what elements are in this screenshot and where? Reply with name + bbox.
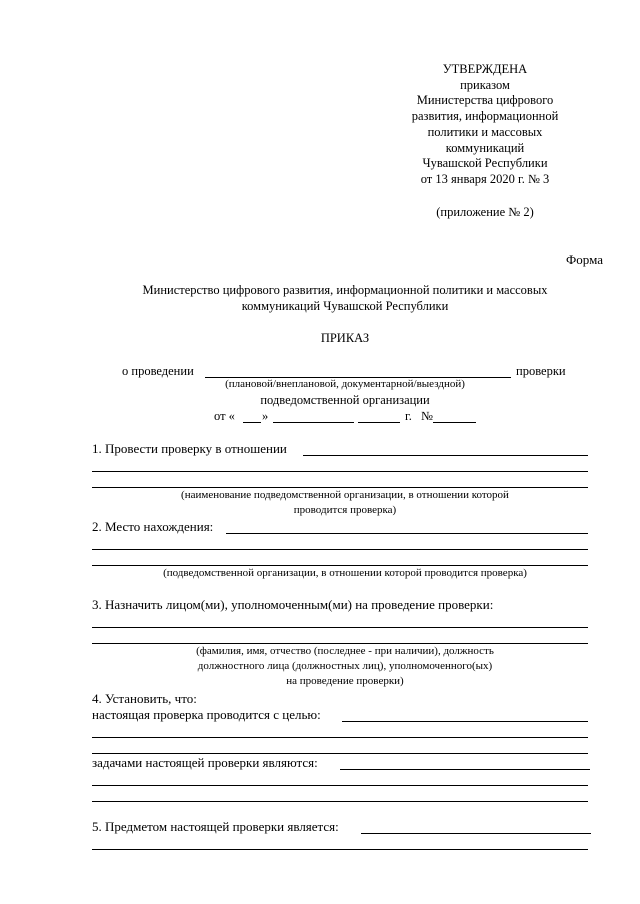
- ministry-heading-line: коммуникаций Чувашской Республики: [241, 299, 449, 313]
- item2-blank-line[interactable]: [92, 549, 588, 550]
- item4-purpose-label: настоящая проверка проводится с целью:: [92, 707, 321, 722]
- item1-blank-line[interactable]: [92, 471, 588, 472]
- order-subject-prefix: о проведении: [122, 364, 194, 378]
- day-blank[interactable]: [243, 422, 261, 423]
- order-title: ПРИКАЗ: [320, 331, 370, 345]
- item4-tasks-label: задачами настоящей проверки являются:: [92, 755, 318, 770]
- order-subject-suffix: проверки: [516, 364, 566, 378]
- item3-hint-line: должностного лица (должностных лиц), уполномоченного(ых): [197, 660, 493, 672]
- approval-line: УТВЕРЖДЕНА: [442, 62, 528, 76]
- item5-blank[interactable]: [361, 833, 591, 834]
- approval-block: [385, 62, 585, 188]
- appendix-note: (приложение № 2): [436, 205, 534, 219]
- item1-label: 1. Провести проверку в отношении: [92, 441, 287, 456]
- month-blank[interactable]: [273, 422, 354, 423]
- tasks-blank[interactable]: [340, 769, 590, 770]
- number-sign: №: [421, 409, 433, 423]
- item3-blank-line[interactable]: [92, 627, 588, 628]
- date-close-quote: »: [262, 409, 269, 423]
- approval-line: Министерства цифрового: [416, 93, 554, 108]
- approval-line: приказом: [460, 77, 510, 92]
- year-blank[interactable]: [358, 422, 400, 423]
- approval-line: политики и массовых: [427, 124, 543, 139]
- item2-hint: (подведомственной организации, в отношении которой проводится проверка): [163, 567, 527, 579]
- item3-label: 3. Назначить лицом(ми), уполномоченным(ми) на проведение проверки:: [92, 597, 494, 612]
- tasks-blank-line[interactable]: [92, 785, 588, 786]
- tasks-blank-line[interactable]: [92, 801, 588, 802]
- item3-blank-line[interactable]: [92, 643, 588, 644]
- item1-blank-line[interactable]: [92, 487, 588, 488]
- form-label: Форма: [566, 252, 603, 267]
- year-suffix: г.: [405, 409, 412, 423]
- approval-line: коммуникаций: [445, 140, 525, 155]
- item1-hint-line: (наименование подведомственной организации, в отношении которой: [181, 489, 509, 501]
- order-subject-organization: подведомственной организации: [260, 393, 430, 407]
- check-type-hint: (плановой/внеплановой, документарной/выездной): [225, 378, 465, 390]
- item5-blank-line[interactable]: [92, 849, 588, 850]
- item4-label: 4. Установить, что:: [92, 691, 197, 706]
- purpose-blank-line[interactable]: [92, 737, 588, 738]
- item2-blank-line[interactable]: [92, 565, 588, 566]
- date-open-quote: от «: [214, 409, 235, 423]
- item3-hint-line: (фамилия, имя, отчество (последнее - при наличии), должность: [196, 645, 494, 657]
- item1-hint-line: проводится проверка): [293, 504, 397, 516]
- approval-line: развития, информационной: [411, 109, 559, 124]
- purpose-blank[interactable]: [342, 721, 588, 722]
- order-number-blank[interactable]: [433, 422, 476, 423]
- ministry-heading-line: Министерство цифрового развития, информационной политики и массовых: [142, 283, 548, 297]
- approval-line: Чувашской Республики: [422, 156, 548, 171]
- purpose-blank-line[interactable]: [92, 753, 588, 754]
- item2-label: 2. Место нахождения:: [92, 519, 214, 534]
- item2-blank[interactable]: [226, 533, 588, 534]
- item5-label: 5. Предметом настоящей проверки является:: [92, 819, 339, 834]
- item3-hint-line: на проведение проверки): [286, 675, 404, 687]
- item1-blank[interactable]: [303, 455, 588, 456]
- approval-line: от 13 января 2020 г. № 3: [420, 171, 550, 186]
